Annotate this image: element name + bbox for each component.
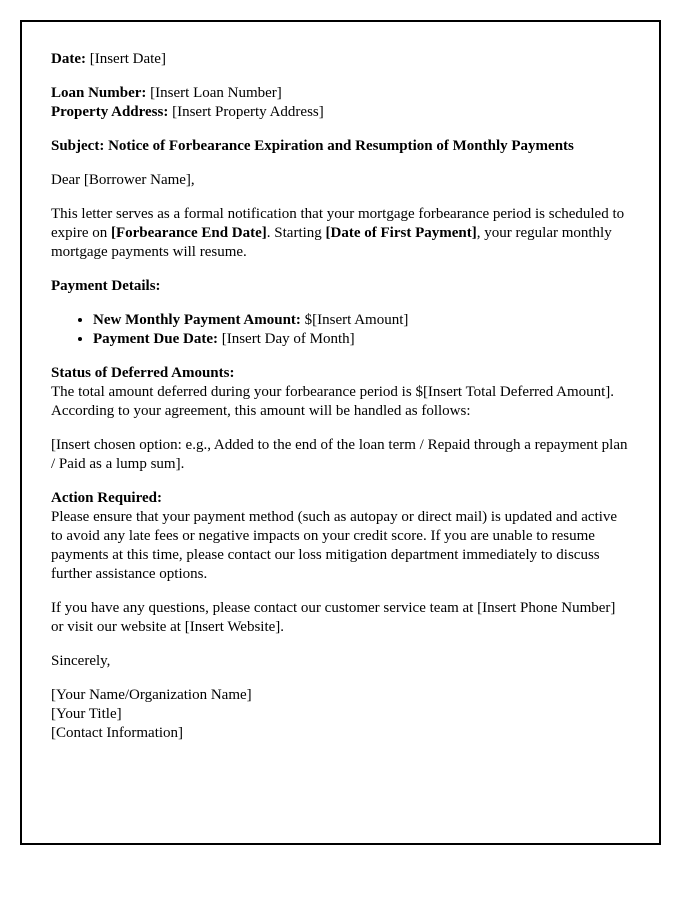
intro-paragraph [51, 205, 630, 262]
loan-number-value: [Insert Loan Number] [146, 85, 282, 101]
payment-due-label: Payment Due Date: [93, 331, 218, 347]
payment-due-value: [Insert Day of Month] [217, 331, 355, 347]
deferred-body: The total amount deferred during your forbearance period is $[Insert Total Deferred Amount]. According to your agreement, this amount will be handled as follows: [51, 384, 615, 419]
signature-contact: [Contact Information] [51, 725, 184, 741]
deferred-section [51, 364, 630, 421]
loan-property-block [51, 84, 630, 122]
date-value: [Insert Date] [85, 51, 166, 67]
date-line [51, 50, 630, 69]
list-item [93, 330, 630, 349]
subject-line: Subject: Notice of Forbearance Expiration and Resumption of Monthly Payments [51, 138, 574, 154]
intro-text-2: . Starting [266, 225, 326, 241]
forbearance-end-date: [Forbearance End Date] [110, 225, 267, 241]
property-address-label: Property Address: [51, 104, 169, 120]
property-address-value: [Insert Property Address] [168, 104, 324, 120]
deferred-heading: Status of Deferred Amounts: [51, 365, 235, 381]
intro-text-1: This letter serves as a formal notification that your mortgage forbearance period is scheduled to expire on [51, 206, 625, 241]
payment-details-list [51, 311, 630, 349]
signature-title: [Your Title] [51, 706, 122, 722]
letter-page [20, 20, 661, 845]
payment-amount-value: $[Insert Amount] [300, 312, 409, 328]
action-required-heading: Action Required: [51, 490, 162, 506]
payment-amount-label: New Monthly Payment Amount: [93, 312, 301, 328]
deferred-option-paragraph: [Insert chosen option: e.g., Added to the end of the loan term / Repaid through a repayment plan / Paid as a lump sum]. [51, 437, 628, 472]
payment-details-heading: Payment Details: [51, 278, 161, 294]
loan-number-label: Loan Number: [51, 85, 147, 101]
action-required-section [51, 489, 630, 584]
list-item [93, 311, 630, 330]
intro-text-3: , your regular monthly mortgage payments will resume. [51, 225, 612, 260]
closing: Sincerely, [51, 653, 111, 669]
first-payment-date: [Date of First Payment] [325, 225, 477, 241]
date-label: Date: [51, 51, 86, 67]
signature-name: [Your Name/Organization Name] [51, 687, 252, 703]
action-required-body: Please ensure that your payment method (such as autopay or direct mail) is updated and active to avoid any late fees or negative impacts on your credit score. If you are unable to resume payments at this time, please contact our loss mitigation department immediately to discuss further assistance options. [51, 509, 618, 582]
signature-block [51, 686, 630, 743]
salutation: Dear [Borrower Name], [51, 172, 195, 188]
contact-paragraph: If you have any questions, please contact our customer service team at [Insert Phone Number] or visit our website at [Insert Website]. [51, 600, 616, 635]
